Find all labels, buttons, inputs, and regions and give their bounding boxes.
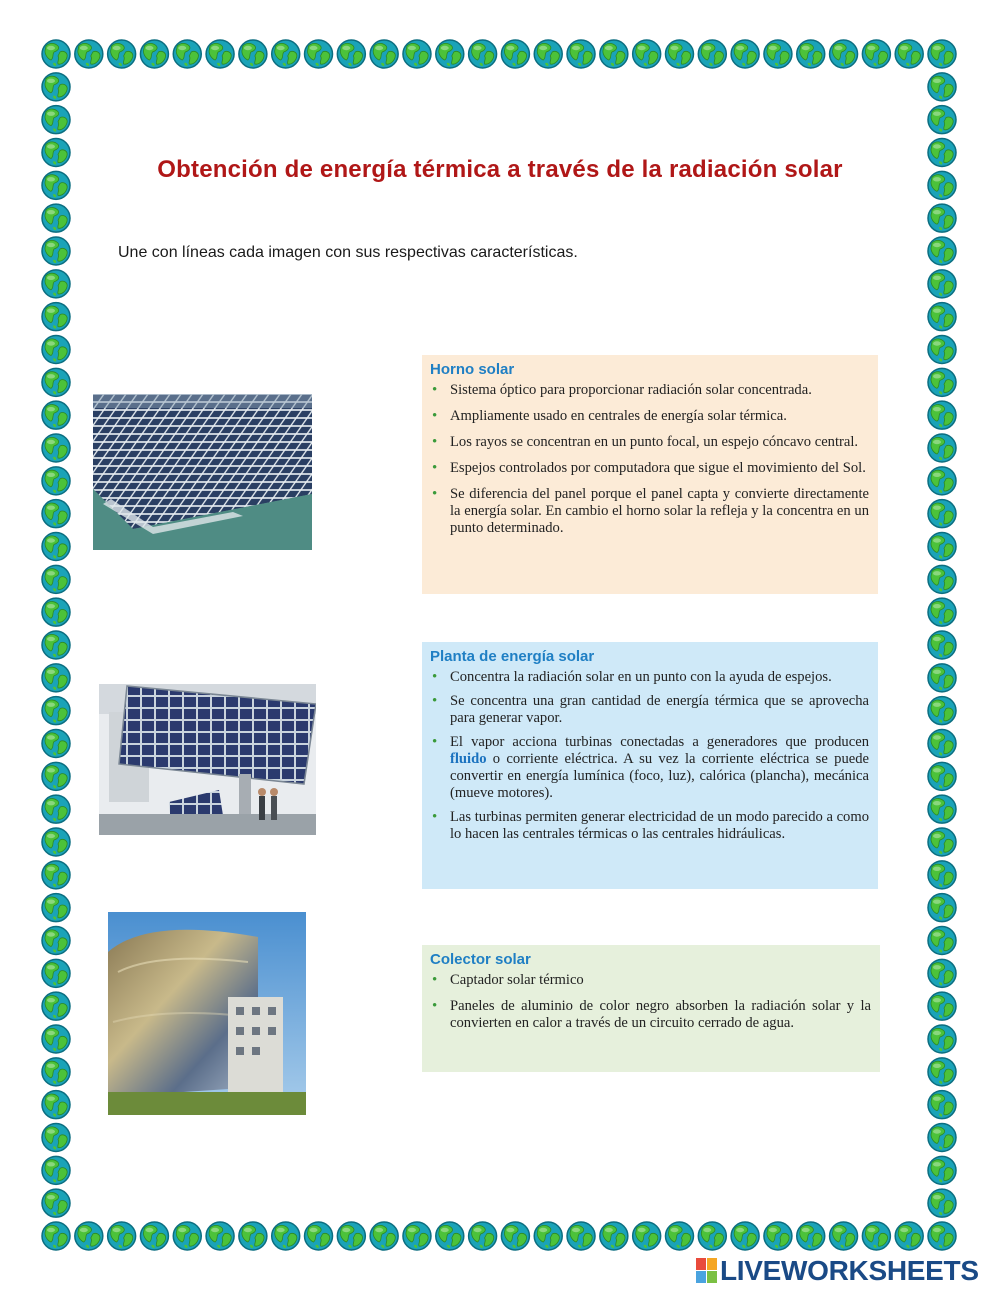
earth-globe-icon <box>42 467 70 495</box>
earth-globe-icon <box>239 1222 267 1250</box>
earth-globe-icon <box>42 1189 70 1217</box>
earth-globe-icon <box>42 598 70 626</box>
earth-globe-icon <box>895 40 923 68</box>
earth-globe-icon <box>42 434 70 462</box>
earth-globe-icon <box>42 1091 70 1119</box>
earth-globe-icon <box>403 40 431 68</box>
earth-globe-icon <box>42 368 70 396</box>
earth-globe-icon <box>42 1222 70 1250</box>
earth-globe-icon <box>42 992 70 1020</box>
earth-globe-icon <box>665 40 693 68</box>
earth-globe-icon <box>928 1091 956 1119</box>
brand-name: LIVEWORKSHEETS <box>720 1255 979 1286</box>
list-item: • Sistema óptico para proporcionar radiación solar concentrada. <box>430 382 869 399</box>
highlighted-word: fluido <box>450 751 487 767</box>
earth-globe-icon <box>305 1222 333 1250</box>
earth-globe-icon <box>42 894 70 922</box>
list-item-text: El vapor acciona turbinas conectadas a generadores que producen <box>450 734 869 750</box>
earth-globe-icon <box>42 533 70 561</box>
card-title: Horno solar <box>430 361 515 378</box>
earth-globe-icon <box>206 40 234 68</box>
instruction-text: Une con líneas cada imagen con sus respectivas características. <box>118 244 578 261</box>
earth-globe-icon <box>928 434 956 462</box>
earth-globe-icon <box>42 861 70 889</box>
earth-globe-icon <box>633 1222 661 1250</box>
earth-globe-icon <box>305 40 333 68</box>
earth-globe-icon <box>567 1222 595 1250</box>
earth-globe-icon <box>928 368 956 396</box>
earth-globe-icon <box>42 237 70 265</box>
earth-globe-icon <box>830 1222 858 1250</box>
earth-globe-icon <box>534 40 562 68</box>
earth-globe-icon <box>42 959 70 987</box>
earth-globe-icon <box>42 270 70 298</box>
earth-globe-icon <box>42 40 70 68</box>
earth-globe-icon <box>928 762 956 790</box>
earth-globe-icon <box>436 1222 464 1250</box>
earth-globe-icon <box>501 40 529 68</box>
earth-globe-icon <box>42 1156 70 1184</box>
earth-globe-icon <box>633 40 661 68</box>
earth-globe-icon <box>403 1222 431 1250</box>
earth-globe-icon <box>42 664 70 692</box>
earth-globe-icon <box>370 1222 398 1250</box>
earth-globe-icon <box>928 1156 956 1184</box>
earth-globe-icon <box>42 1124 70 1152</box>
earth-globe-icon <box>830 40 858 68</box>
earth-globe-icon <box>206 1222 234 1250</box>
earth-globe-icon <box>469 40 497 68</box>
list-item <box>430 734 869 802</box>
earth-globe-icon <box>928 992 956 1020</box>
list-item-text: o corriente eléctrica. A su vez la corriente eléctrica se puede convertir en energía lumínica (foco, luz), calórica (plancha), mecánica (mueve motores). <box>450 751 869 801</box>
earth-globe-icon <box>928 500 956 528</box>
earth-globe-icon <box>928 204 956 232</box>
earth-globe-icon <box>928 270 956 298</box>
earth-globe-icon <box>42 1058 70 1086</box>
earth-globe-icon <box>42 631 70 659</box>
earth-globe-icon <box>42 927 70 955</box>
earth-globe-icon <box>42 697 70 725</box>
earth-globe-icon <box>928 1025 956 1053</box>
feature-list <box>430 669 869 843</box>
earth-globe-icon <box>173 40 201 68</box>
info-card-colector-solar[interactable] <box>422 945 880 1072</box>
earth-globe-icon <box>928 664 956 692</box>
earth-globe-icon <box>928 303 956 331</box>
earth-globe-icon <box>928 1189 956 1217</box>
earth-globe-icon <box>436 40 464 68</box>
earth-globe-icon <box>140 40 168 68</box>
earth-globe-icon <box>337 40 365 68</box>
earth-globe-icon <box>272 1222 300 1250</box>
earth-globe-icon <box>928 795 956 823</box>
earth-globe-icon <box>797 1222 825 1250</box>
earth-globe-icon <box>42 762 70 790</box>
earth-globe-icon <box>928 401 956 429</box>
earth-globe-icon <box>928 730 956 758</box>
feature-list <box>430 972 871 1032</box>
earth-globe-icon <box>42 106 70 134</box>
earth-globe-icon <box>928 959 956 987</box>
earth-globe-icon <box>501 1222 529 1250</box>
earth-globe-icon <box>567 40 595 68</box>
page-title: Obtención de energía térmica a través de la radiación solar <box>157 156 843 183</box>
earth-globe-icon <box>928 631 956 659</box>
earth-globe-icon <box>698 40 726 68</box>
earth-globe-icon <box>928 1124 956 1152</box>
earth-globe-icon <box>337 1222 365 1250</box>
earth-globe-icon <box>928 336 956 364</box>
earth-globe-icon <box>928 237 956 265</box>
earth-globe-icon <box>42 303 70 331</box>
earth-globe-icon <box>698 1222 726 1250</box>
earth-globe-icon <box>370 40 398 68</box>
earth-globe-icon <box>108 1222 136 1250</box>
earth-globe-icon <box>928 697 956 725</box>
earth-globe-icon <box>764 1222 792 1250</box>
earth-globe-icon <box>862 1222 890 1250</box>
earth-globe-icon <box>140 1222 168 1250</box>
earth-globe-icon <box>108 40 136 68</box>
floating-solar-panels-photo[interactable] <box>93 394 312 550</box>
earth-globe-icon <box>731 40 759 68</box>
earth-globe-icon <box>42 828 70 856</box>
earth-globe-icon <box>239 40 267 68</box>
list-item: • Paneles de aluminio de color negro absorben la radiación solar y la convierten en calor a través de un circuito cerrado de agua. <box>430 998 871 1032</box>
earth-globe-icon <box>42 730 70 758</box>
earth-globe-icon <box>928 861 956 889</box>
list-item: • Se concentra una gran cantidad de energía térmica que se aprovecha para generar vapor. <box>430 693 869 727</box>
earth-globe-icon <box>797 40 825 68</box>
earth-globe-icon <box>600 40 628 68</box>
earth-globe-icon <box>928 73 956 101</box>
list-item: • Las turbinas permiten generar electricidad de un modo parecido a como lo hacen las centrales térmicas o las centrales hidráulicas. <box>430 809 869 843</box>
earth-globe-icon <box>928 1058 956 1086</box>
earth-globe-icon <box>928 894 956 922</box>
earth-globe-icon <box>928 1222 956 1250</box>
card-title: Colector solar <box>430 951 531 968</box>
earth-globe-icon <box>928 828 956 856</box>
earth-globe-icon <box>75 1222 103 1250</box>
list-item: • Los rayos se concentran en un punto focal, un espejo cóncavo central. <box>430 434 869 451</box>
earth-globe-icon <box>42 73 70 101</box>
earth-globe-icon <box>731 1222 759 1250</box>
solar-furnace-photo[interactable] <box>108 912 306 1115</box>
earth-globe-icon <box>764 40 792 68</box>
earth-globe-icon <box>469 1222 497 1250</box>
earth-globe-icon <box>42 204 70 232</box>
earth-globe-icon <box>665 1222 693 1250</box>
earth-globe-icon <box>928 533 956 561</box>
earth-globe-icon <box>928 467 956 495</box>
earth-globe-icon <box>862 40 890 68</box>
earth-globe-icon <box>928 40 956 68</box>
earth-globe-icon <box>272 40 300 68</box>
info-card-planta-energia-solar[interactable] <box>422 642 878 889</box>
liveworksheets-brand[interactable] <box>696 1254 979 1288</box>
info-card-horno-solar[interactable] <box>422 355 878 594</box>
earth-globe-icon <box>928 565 956 593</box>
list-item: • Se diferencia del panel porque el panel capta y convierte directamente la energía solar. En cambio el horno solar la refleja y la concentra en un punto determinado. <box>430 486 869 537</box>
earth-globe-icon <box>600 1222 628 1250</box>
earth-globe-icon <box>42 500 70 528</box>
card-title: Planta de energía solar <box>430 648 595 665</box>
earth-globe-icon <box>42 795 70 823</box>
list-item: • Captador solar térmico <box>430 972 871 989</box>
liveworksheets-logo-icon <box>696 1258 718 1284</box>
earth-globe-icon <box>173 1222 201 1250</box>
earth-globe-icon <box>534 1222 562 1250</box>
earth-globe-icon <box>928 106 956 134</box>
list-item: • Espejos controlados por computadora que sigue el movimiento del Sol. <box>430 460 869 477</box>
earth-globe-icon <box>928 927 956 955</box>
earth-globe-icon <box>42 1025 70 1053</box>
earth-globe-icon <box>42 401 70 429</box>
earth-globe-icon <box>928 598 956 626</box>
list-item: • Ampliamente usado en centrales de energía solar térmica. <box>430 408 869 425</box>
solar-panel-tracker-photo[interactable] <box>99 684 316 835</box>
list-item: • Concentra la radiación solar en un punto con la ayuda de espejos. <box>430 669 869 686</box>
feature-list <box>430 382 869 537</box>
earth-globe-icon <box>42 336 70 364</box>
earth-globe-icon <box>75 40 103 68</box>
earth-globe-icon <box>42 565 70 593</box>
earth-globe-icon <box>895 1222 923 1250</box>
